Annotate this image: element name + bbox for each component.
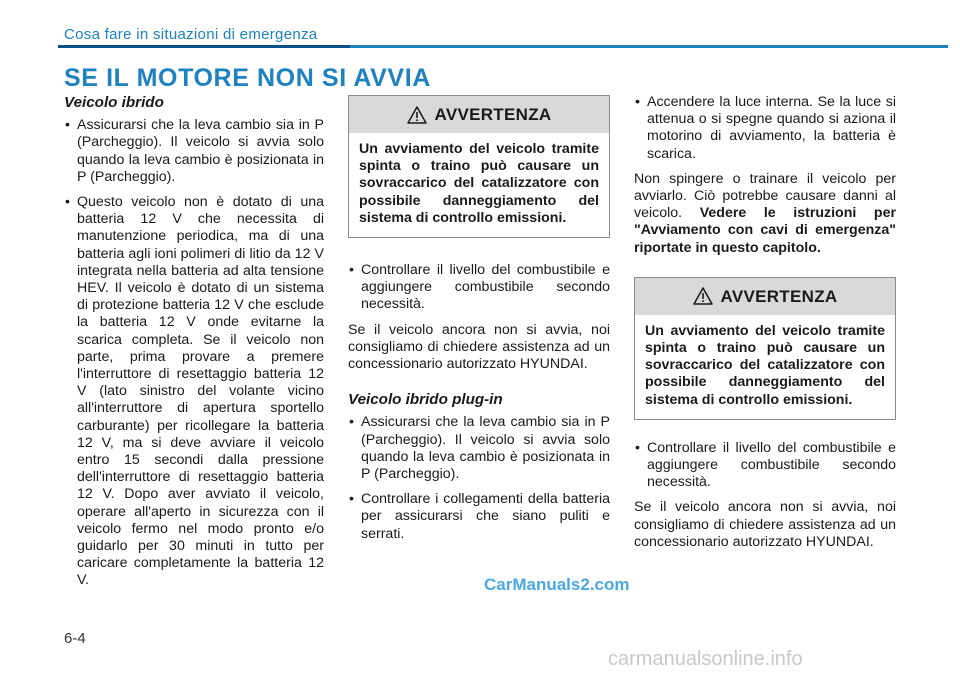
warning-header [635,278,895,315]
warning-box [634,277,896,420]
bullet-list-light [634,94,896,163]
header-rule-accent [58,45,350,48]
bullet-list-hybrid [64,117,324,589]
column-3 [634,94,896,559]
warning-triangle-icon [693,287,713,305]
paragraph-no-push-text: Non spingere o trainare il veicolo per avviarlo. Ciò potrebbe causare danni al veicolo. [634,170,896,222]
site-watermark: carmanualsonline.info [608,648,803,670]
bullet-list-plugin [348,414,610,542]
subheading-hybrid: Veicolo ibrido [64,94,164,111]
warning-title: AVVERTENZA [720,286,838,306]
warning-triangle-icon [407,106,427,124]
column-1 [64,94,324,598]
subheading-plugin-hybrid: Veicolo ibrido plug-in [348,391,503,409]
warning-box [348,95,610,238]
paragraph-dealer: Se il veicolo ancora non si avvia, noi consigliamo di chiedere assistenza ad un concessionario autorizzato HYUNDAI. [348,321,610,373]
list-item: • Controllare i collegamenti della batteria per assicurarsi che siano puliti e serrati. [348,491,610,543]
warning-text: Un avviamento del veicolo tramite spinta o traino può causare un sovraccarico del catalizzatore con possibile danneggiamento del sistema di controllo emissioni. [359,141,599,226]
page-heading: SE IL MOTORE NON SI AVVIA [64,64,431,92]
jump-start-reference: Vedere le istruzioni per "Avviamento con cavi di emergenza" riportate in questo capitolo. [634,205,896,256]
bullet-list-fuel [634,440,896,492]
header-rule [58,45,948,48]
warning-header [349,96,609,133]
page-number: 6-4 [64,630,86,647]
paragraph-dealer: Se il veicolo ancora non si avvia, noi consigliamo di chiedere assistenza ad un concessionario autorizzato HYUNDAI. [634,499,896,550]
watermark: CarManuals2.com [484,575,630,594]
warning-title: AVVERTENZA [434,104,552,124]
list-item: • Controllare il livello del combustibile e aggiungere combustibile secondo necessità. [634,440,896,492]
list-item: • Assicurarsi che la leva cambio sia in P (Parcheggio). Il veicolo si avvia solo quando la leva cambio è posizionata in P (Parcheggio). [348,414,610,483]
column-2 [348,95,610,551]
list-item: • Controllare il livello del combustibile e aggiungere combustibile secondo necessità. [348,262,610,314]
list-item: • Assicurarsi che la leva cambio sia in P (Parcheggio). Il veicolo si avvia solo quando la leva cambio è posizionata in P (Parcheggio). [64,117,324,186]
bullet-list-fuel [348,262,610,314]
list-item: • Accendere la luce interna. Se la luce si attenua o si spegne quando si aziona il motorino di avviamento, la batteria è scarica. [634,94,896,163]
paragraph-no-push [634,171,896,257]
list-item: • Questo veicolo non è dotato di una batteria 12 V che necessita di manutenzione periodica, ma di una batteria agli ioni polimeri di litio da 12 V integrata nella batteria ad alta tensione HEV. Il veicolo è dotato di un sistema di protezione batteria 12 V che esclude la batteria 12 V onde evitarne la scarica completa. Se il veicolo non parte, prima provare a premere l'interruttore di resettaggio batteria 12 V (lato sinistro del volante vicino all'interruttore di apertura sportello carburante) per ricollegare la batteria 12 V, ma si deve avviare il veicolo entro 15 secondi dalla pressione dell'interruttore di resettaggio batteria 12 V. Dopo aver avviato il veicolo, operare all'aperto in sicurezza con il veicolo fermo nel modo pronto e/o guidarlo per 30 minuti in tutto per caricare completamente la batteria 12 V. [64,194,324,590]
section-title: Cosa fare in situazioni di emergenza [64,26,318,43]
warning-text: Un avviamento del veicolo tramite spinta o traino può causare un sovraccarico del catalizzatore con possibile danneggiamento del sistema di controllo emissioni. [645,322,885,408]
